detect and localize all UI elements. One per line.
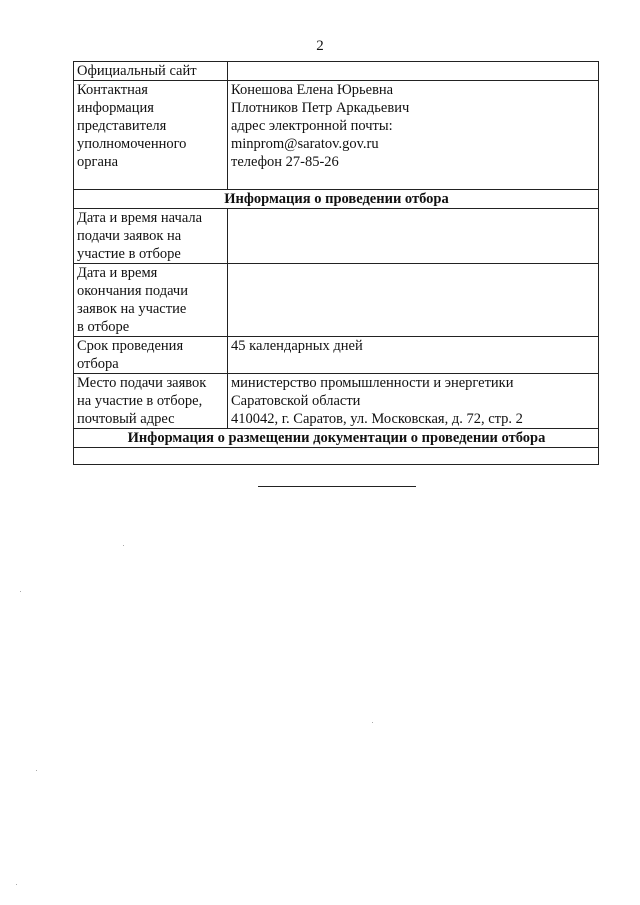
scan-speck xyxy=(20,591,21,592)
scan-speck xyxy=(123,545,124,546)
start-date-label: Дата и время начала подачи заявок на участие в отборе xyxy=(74,209,228,264)
end-date-value xyxy=(228,264,599,337)
start-date-value xyxy=(228,209,599,264)
table-row-duration xyxy=(74,337,599,374)
scan-speck xyxy=(372,722,373,723)
duration-label: Срок проведения отбора xyxy=(74,337,228,374)
table-row-start-date xyxy=(74,209,599,264)
table-row-documentation xyxy=(74,448,599,465)
duration-value: 45 календарных дней xyxy=(228,337,599,374)
contact-info-value: Конешова Елена Юрьевна Плотников Петр Аркадьевич адрес электронной почты: minprom@saratov.gov.ru телефон 27-85-26 xyxy=(228,81,599,190)
official-site-value xyxy=(228,62,599,81)
section-title-documentation: Информация о размещении документации о проведении отбора xyxy=(74,429,599,448)
section-header-row xyxy=(74,429,599,448)
scan-speck xyxy=(36,770,37,771)
documentation-value xyxy=(74,448,599,465)
end-divider-line xyxy=(258,486,416,487)
selection-info-table xyxy=(73,61,599,465)
submission-place-label: Место подачи заявок на участие в отборе, почтовый адрес xyxy=(74,374,228,429)
page-number: 2 xyxy=(316,38,324,54)
contact-info-label: Контактная информация представителя уполномоченного органа xyxy=(74,81,228,190)
end-date-label: Дата и время окончания подачи заявок на участие в отборе xyxy=(74,264,228,337)
table-row-end-date xyxy=(74,264,599,337)
table-row-official-site xyxy=(74,62,599,81)
table-row-submission-place xyxy=(74,374,599,429)
section-title-selection-info: Информация о проведении отбора xyxy=(74,190,599,209)
table-row-contact-info xyxy=(74,81,599,190)
submission-place-value: министерство промышленности и энергетики Саратовской области 410042, г. Саратов, ул. Московская, д. 72, стр. 2 xyxy=(228,374,599,429)
section-header-row xyxy=(74,190,599,209)
official-site-label: Официальный сайт xyxy=(74,62,228,81)
scan-speck xyxy=(16,884,17,885)
